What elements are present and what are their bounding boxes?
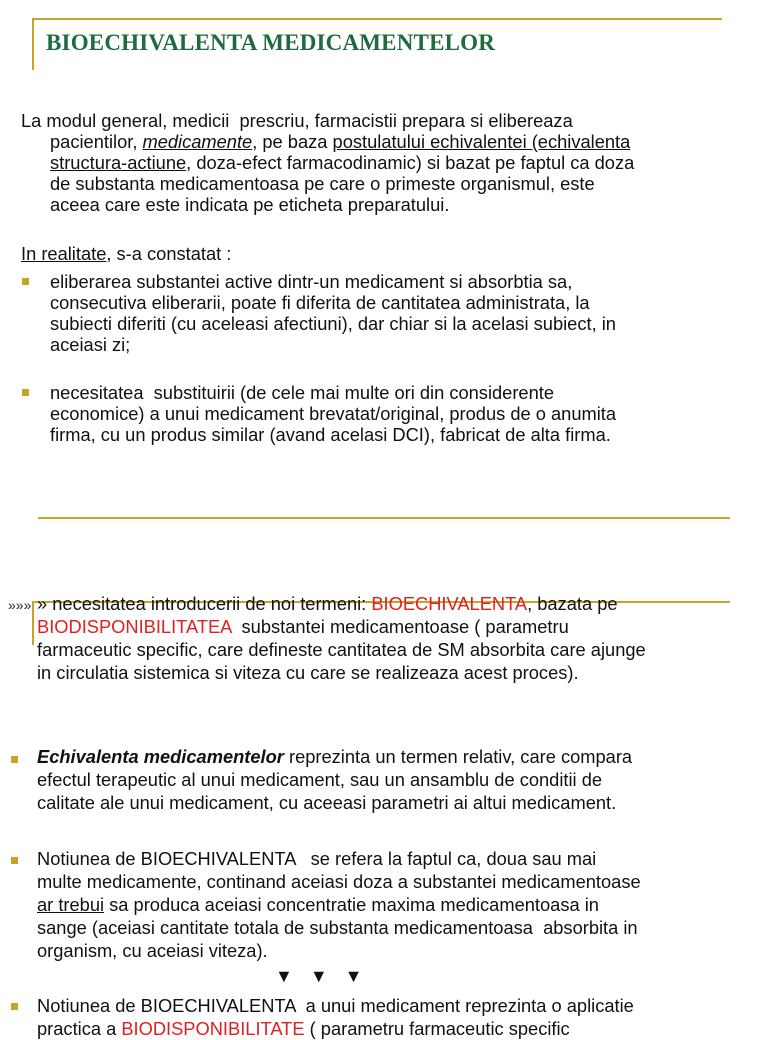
text-line: [50, 403, 616, 424]
text-line: [50, 271, 616, 292]
text-line: [37, 615, 646, 638]
text-line: [50, 313, 616, 334]
text-line: [21, 173, 634, 194]
text-segment: pacientilor,: [50, 131, 143, 152]
slide-title: BIOECHIVALENTA MEDICAMENTELOR: [46, 30, 496, 55]
reality-heading: [21, 243, 231, 264]
text-segment: farmaceutic specific, care defineste cantitatea de SM absorbita care ajunge: [37, 639, 646, 660]
slide2-left-rule: [32, 601, 34, 645]
text-segment: reprezinta un termen relativ, care compara: [283, 746, 633, 767]
slide-divider: [38, 517, 730, 519]
text-segment: economice) a unui medicament brevatat/original, produs de o anumita: [50, 403, 617, 424]
text-line: [50, 292, 616, 313]
text-line: [37, 870, 641, 893]
text-line: [21, 152, 634, 173]
text-line: [50, 382, 616, 403]
bullet-marker: [11, 1003, 18, 1010]
highlighted-term: BIODISPONIBILITATEA: [37, 616, 232, 637]
text-segment: Notiunea de BIOECHIVALENTA se refera la faptul ca, doua sau mai: [37, 848, 597, 869]
text-segment: sange (aceiasi cantitate totala de substanta medicamentoasa absorbita in: [37, 917, 638, 938]
text-line: [37, 847, 641, 870]
bullet-marker: [11, 756, 18, 763]
text-segment: consecutiva eliberarii, poate fi diferita de cantitatea administrata, la: [50, 292, 590, 313]
intro-paragraph: [21, 110, 634, 215]
text-segment: aceea care este indicata pe eticheta preparatului.: [50, 194, 450, 215]
text-segment: , bazata pe: [527, 593, 618, 614]
prefix-marks: »»»: [8, 597, 32, 613]
text-segment: aceiasi zi;: [50, 334, 131, 355]
text-segment: ( parametru farmaceutic specific: [304, 1018, 570, 1039]
text-segment: firma, cu un produs similar (avand acelasi DCI), fabricat de alta firma.: [50, 424, 611, 445]
emphasized-text: medicamente: [142, 131, 253, 152]
text-line: [37, 1017, 634, 1040]
text-segment: practica a: [37, 1018, 122, 1039]
text-line: [37, 994, 634, 1017]
title-left-rule: [32, 18, 34, 70]
bullet-substitution: [50, 382, 616, 445]
text-line: [37, 916, 641, 939]
bullet-marker: [11, 857, 18, 864]
text-segment: sa produca aceiasi concentratie maxima medicamentoasa in: [104, 894, 599, 915]
title-top-rule: [32, 18, 722, 20]
emphasized-text: postulatului echivalentei (echivalenta: [332, 131, 631, 152]
emphasized-text: Echivalenta medicamentelor: [37, 746, 284, 767]
text-segment: in circulatia sistemica si viteza cu care se realizeaza acest proces).: [37, 662, 579, 683]
emphasized-text: In realitate: [21, 243, 107, 264]
text-line: [21, 194, 634, 215]
text-segment: multe medicamente, continand aceiasi doza a substantei medicamentoase: [37, 871, 641, 892]
bullet-marker: [22, 389, 29, 396]
text-line: [37, 791, 632, 814]
new-terms-paragraph: [37, 592, 646, 684]
text-segment: substantei medicamentoase ( parametru: [231, 616, 569, 637]
text-line: [37, 638, 646, 661]
text-segment: La modul general, medicii prescriu, farmacistii prepara si elibereaza: [21, 110, 573, 131]
down-arrows-icon: ▼ ▼ ▼: [275, 966, 369, 986]
emphasized-text: ar trebui: [37, 894, 105, 915]
text-segment: , s-a constatat :: [106, 243, 232, 264]
text-segment: » necesitatea introducerii de noi termeni:: [37, 593, 372, 614]
text-line: [37, 893, 641, 916]
text-line: [37, 939, 641, 962]
text-segment: eliberarea substantei active dintr-un medicament si absorbtia sa,: [50, 271, 573, 292]
text-segment: de substanta medicamentoasa pe care o primeste organismul, este: [50, 173, 595, 194]
text-line: [50, 334, 616, 355]
text-segment: subiecti diferiti (cu aceleasi afectiuni), dar chiar si la acelasi subiect, in: [50, 313, 616, 334]
highlighted-term: BIOECHIVALENTA: [371, 593, 528, 614]
text-segment: efectul terapeutic al unui medicament, sau un ansamblu de conditii de: [37, 769, 603, 790]
text-segment: , doza-efect farmacodinamic) si bazat pe faptul ca doza: [186, 152, 635, 173]
bullet-marker: [22, 278, 29, 285]
bullet-bioequivalence-application: [37, 994, 634, 1040]
text-segment: necesitatea substituirii (de cele mai multe ori din considerente: [50, 382, 555, 403]
text-line: [37, 768, 632, 791]
text-segment: , pe baza: [252, 131, 333, 152]
highlighted-term: BIODISPONIBILITATE: [121, 1018, 305, 1039]
text-line: [21, 131, 634, 152]
text-segment: calitate ale unui medicament, cu aceeasi parametri ai altui medicament.: [37, 792, 617, 813]
text-line: [21, 110, 634, 131]
text-line: [37, 592, 646, 615]
text-segment: Notiunea de BIOECHIVALENTA a unui medicament reprezinta o aplicatie: [37, 995, 634, 1016]
text-line: [50, 424, 616, 445]
bullet-equivalence-definition: [37, 745, 632, 814]
text-line: [37, 745, 632, 768]
text-segment: organism, cu aceiasi viteza).: [37, 940, 268, 961]
bullet-bioequivalence-notion: [37, 847, 641, 962]
text-line: [21, 243, 231, 264]
emphasized-text: structura-actiune: [50, 152, 187, 173]
text-line: [37, 661, 646, 684]
bullet-release-variability: [50, 271, 616, 355]
